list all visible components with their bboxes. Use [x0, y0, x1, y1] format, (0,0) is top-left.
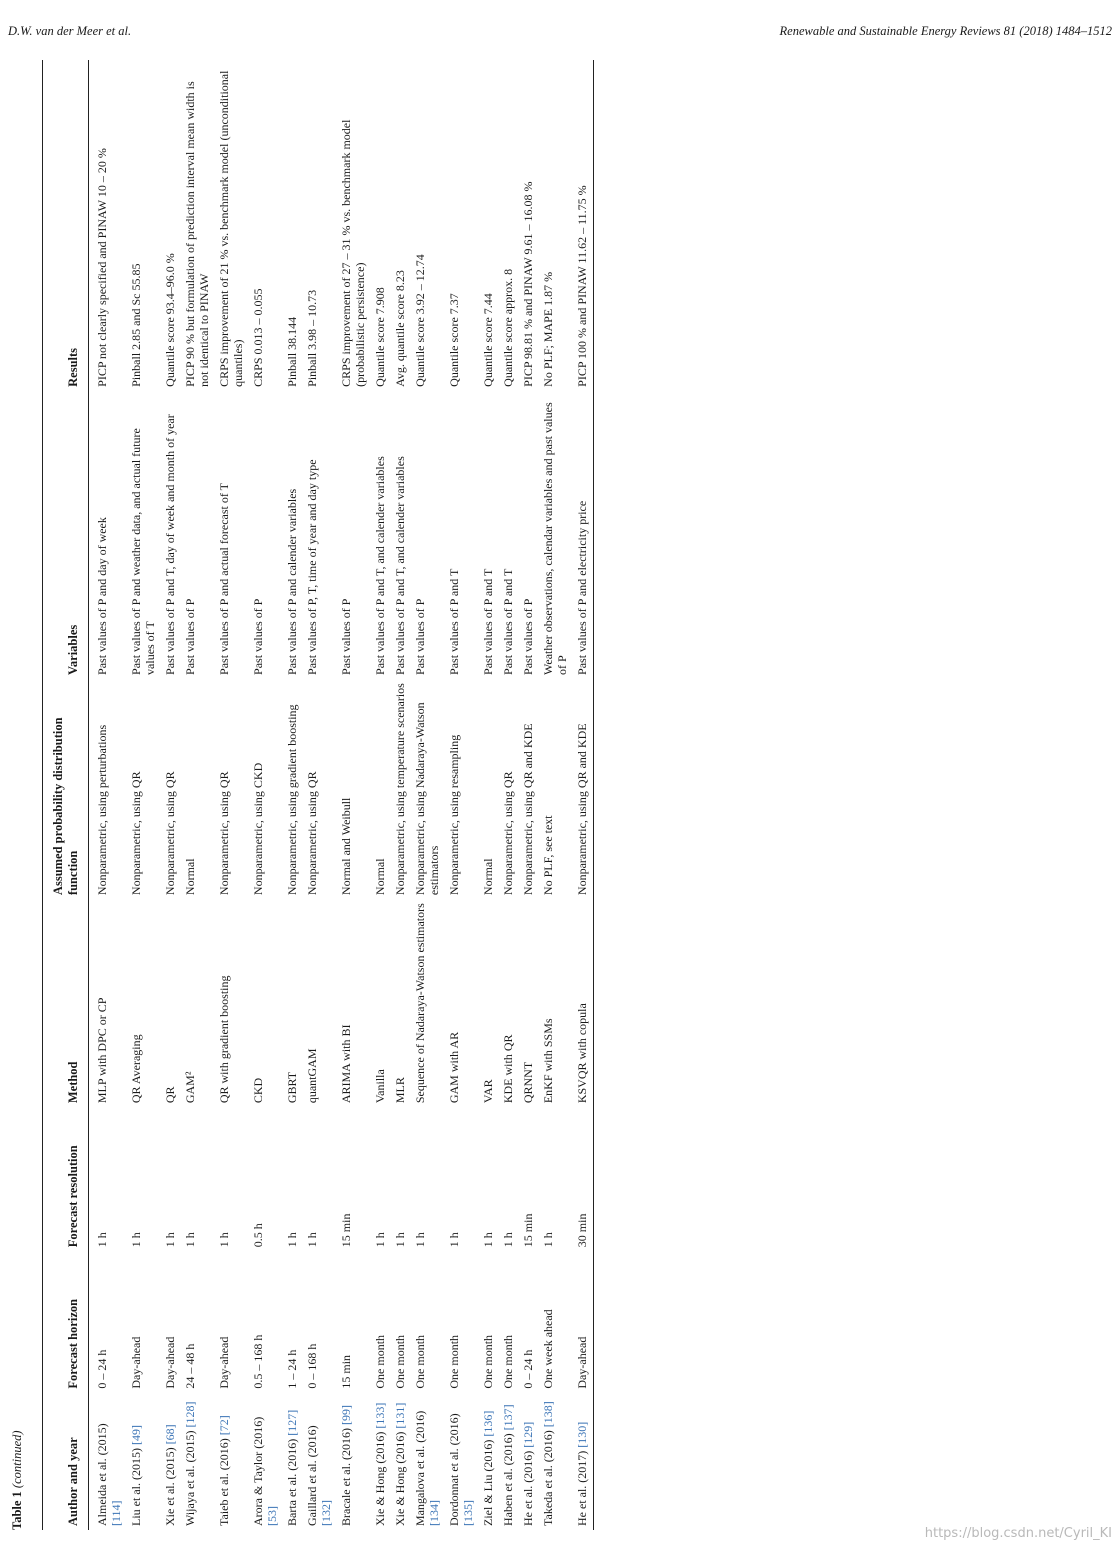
- cell-resolution: 1 h: [447, 1232, 461, 1248]
- table-row: [283, 60, 303, 1530]
- cell-horizon: Day-ahead: [575, 1336, 589, 1389]
- watermark: https://blog.csdn.net/Cyril_KI: [924, 1526, 1112, 1541]
- reference-link[interactable]: [128]: [183, 1401, 197, 1428]
- cell-author: [573, 1393, 594, 1530]
- cell-distribution: No PLF, see text: [541, 815, 555, 896]
- cell-results: Pinball 3.98 – 10.73: [305, 289, 319, 387]
- cell-results: No PLF; MAPE 1.87 %: [541, 271, 555, 387]
- cell-variables: Past values of P: [521, 598, 535, 675]
- reference-link[interactable]: [99]: [339, 1405, 353, 1426]
- cell-variables: Past values of P and weather data, and actual future values of T: [129, 428, 157, 675]
- cell-distribution: Nonparametric, using QR: [501, 771, 515, 896]
- cell-author: [479, 1393, 499, 1530]
- author-text: Liu et al. (2015): [129, 1448, 143, 1526]
- cell-author: [519, 1393, 539, 1530]
- author-text: Wijaya et al. (2015): [183, 1430, 197, 1526]
- cell-horizon: One month: [447, 1334, 461, 1389]
- cell-distribution: Nonparametric, using CKD: [251, 762, 265, 896]
- cell-horizon: 0 – 24 h: [521, 1349, 535, 1389]
- cell-method: Sequence of Nadaraya-Watson estimators: [413, 903, 427, 1104]
- cell-horizon: Day-ahead: [217, 1336, 231, 1389]
- cell-variables: Past values of P and actual forecast of T: [217, 483, 231, 675]
- cell-variables: Past values of P and calender variables: [285, 488, 299, 675]
- table-row: [161, 60, 181, 1530]
- cell-method: KDE with QR: [501, 1034, 515, 1104]
- cell-variables: Past values of P and electricity price: [575, 500, 589, 675]
- reference-link[interactable]: [131]: [393, 1402, 407, 1429]
- cell-variables: Past values of P and T: [481, 568, 495, 675]
- cell-distribution: Nonparametric, using Nadaraya-Watson estimators: [413, 702, 441, 896]
- table-body: [89, 60, 594, 1530]
- cell-distribution: Normal: [373, 858, 387, 896]
- cell-variables: Past values of P: [413, 598, 427, 675]
- cell-variables: Past values of P and T, and calender variables: [373, 456, 387, 675]
- cell-horizon: 0 – 24 h: [95, 1349, 109, 1389]
- cell-results: CRPS improvement of 21 % vs. benchmark model (unconditional quantiles): [217, 70, 245, 387]
- table-row: [303, 60, 337, 1530]
- reference-link[interactable]: [133]: [373, 1402, 387, 1429]
- cell-method: QRNNT: [521, 1061, 535, 1104]
- reference-link[interactable]: [129]: [521, 1421, 535, 1448]
- reference-link[interactable]: [136]: [481, 1410, 495, 1437]
- cell-results: Pinball 2.85 and Sc 55.85: [129, 263, 143, 387]
- table-row: [391, 60, 411, 1530]
- column-header: Results: [66, 347, 80, 387]
- cell-horizon: Day-ahead: [163, 1336, 177, 1389]
- cell-variables: Past values of P and T: [501, 568, 515, 675]
- cell-method: QR with gradient boosting: [217, 975, 231, 1104]
- cell-resolution: 15 min: [521, 1213, 535, 1248]
- cell-results: CRPS 0.013 – 0.055: [251, 288, 265, 387]
- table-row: [411, 60, 445, 1530]
- reference-link[interactable]: [130]: [575, 1421, 589, 1448]
- cell-horizon: One month: [393, 1334, 407, 1389]
- cell-method: GBRT: [285, 1071, 299, 1104]
- cell-horizon: 0.5 – 168 h: [251, 1334, 265, 1389]
- cell-distribution: Nonparametric, using QR and KDE: [521, 723, 535, 896]
- cell-variables: Past values of P, T, time of year and day type: [305, 459, 319, 675]
- table-row: [573, 60, 594, 1530]
- author-text: Arora & Taylor (2016): [251, 1416, 265, 1526]
- cell-distribution: Nonparametric, using QR: [129, 771, 143, 896]
- cell-horizon: One month: [413, 1334, 427, 1389]
- column-header: Assumed probability distribution function: [51, 717, 80, 896]
- table-header: [43, 60, 89, 1530]
- cell-method: GAM with AR: [447, 1031, 461, 1104]
- cell-method: MLR: [393, 1077, 407, 1104]
- cell-resolution: 1 h: [501, 1232, 515, 1248]
- table-row: [445, 60, 479, 1530]
- cell-variables: Past values of P and T, day of week and month of year: [163, 414, 177, 675]
- cell-results: PICP 90 % but formulation of prediction interval mean width is not identical to PINAW: [183, 81, 211, 387]
- cell-resolution: 1 h: [217, 1232, 231, 1248]
- table-row: [215, 60, 249, 1530]
- cell-author: [539, 1393, 573, 1530]
- cell-distribution: Nonparametric, using gradient boosting: [285, 704, 299, 896]
- cell-resolution: 1 h: [393, 1232, 407, 1248]
- author-text: Dordonnat et al. (2016): [447, 1413, 461, 1526]
- cell-results: Quantile score 7.37: [447, 293, 461, 387]
- cell-resolution: 1 h: [285, 1232, 299, 1248]
- cell-author: [303, 1393, 337, 1530]
- reference-link[interactable]: [135]: [461, 1500, 475, 1526]
- cell-author: [391, 1393, 411, 1530]
- author-text: He et al. (2017): [575, 1450, 589, 1526]
- table-row: [479, 60, 499, 1530]
- running-header-journal: Renewable and Sustainable Energy Reviews 81 (2018) 1484–1512: [779, 24, 1112, 38]
- author-text: Bracale et al. (2016): [339, 1428, 353, 1526]
- author-text: Ziel & Liu (2016): [481, 1439, 495, 1526]
- cell-method: EnKF with SSMs: [541, 1018, 555, 1104]
- table-row: [519, 60, 539, 1530]
- cell-method: ARIMA with BI: [339, 1024, 353, 1104]
- cell-horizon: One week ahead: [541, 1309, 555, 1389]
- cell-results: PICP 100 % and PINAW 11.62 – 11.75 %: [575, 185, 589, 387]
- cell-distribution: Normal: [481, 858, 495, 896]
- cell-results: Quantile score 3.92 – 12.74: [413, 254, 427, 387]
- cell-variables: Past values of P and day of week: [95, 517, 109, 675]
- cell-author: [181, 1393, 215, 1530]
- cell-author: [445, 1393, 479, 1530]
- reference-link[interactable]: [132]: [319, 1500, 333, 1526]
- cell-resolution: 1 h: [481, 1232, 495, 1248]
- table-row: [249, 60, 283, 1530]
- table-note: (continued): [10, 1430, 24, 1489]
- cell-results: Quantile score 93.4–96.0 %: [163, 253, 177, 387]
- cell-horizon: One month: [481, 1334, 495, 1389]
- column-header: Author and year: [66, 1437, 80, 1526]
- cell-horizon: One month: [373, 1334, 387, 1389]
- reference-link[interactable]: [138]: [541, 1401, 555, 1428]
- cell-method: MLP with DPC or CP: [95, 997, 109, 1104]
- cell-results: Quantile score 7.44: [481, 293, 495, 387]
- author-text: Gaillard et al. (2016): [305, 1425, 319, 1526]
- reference-link[interactable]: [137]: [501, 1404, 515, 1431]
- cell-horizon: 24 – 48 h: [183, 1343, 197, 1389]
- cell-distribution: Nonparametric, using QR: [305, 771, 319, 896]
- cell-results: Avg. quantile score 8.23: [393, 270, 407, 387]
- cell-author: [499, 1393, 519, 1530]
- reference-link[interactable]: [114]: [109, 1500, 123, 1526]
- cell-author: [127, 1393, 161, 1530]
- cell-variables: Past values of P and T, and calender variables: [393, 456, 407, 675]
- author-text: Almeida et al. (2015): [95, 1423, 109, 1526]
- cell-author: [337, 1393, 371, 1530]
- cell-author: [411, 1393, 445, 1530]
- cell-distribution: Normal and Weibull: [339, 797, 353, 896]
- table-row: [89, 60, 128, 1530]
- table-row: [499, 60, 519, 1530]
- cell-author: [215, 1393, 249, 1530]
- cell-method: KSVQR with copula: [575, 1003, 589, 1104]
- author-text: Barta et al. (2016): [285, 1438, 299, 1526]
- reference-link[interactable]: [134]: [427, 1500, 441, 1526]
- author-text: Haben et al. (2016): [501, 1433, 515, 1526]
- cell-method: CKD: [251, 1077, 265, 1104]
- cell-author: [371, 1393, 391, 1530]
- table-row: [371, 60, 391, 1530]
- cell-horizon: 0 – 168 h: [305, 1343, 319, 1389]
- cell-method: Vanilla: [373, 1069, 387, 1104]
- cell-method: QR Averaging: [129, 1034, 143, 1104]
- cell-method: quantGAM: [305, 1048, 319, 1104]
- cell-resolution: 1 h: [305, 1232, 319, 1248]
- rotated-table-area: [10, 60, 840, 1530]
- column-header: Forecast resolution: [66, 1145, 80, 1248]
- cell-distribution: Nonparametric, using perturbations: [95, 724, 109, 896]
- cell-horizon: One month: [501, 1334, 515, 1389]
- cell-distribution: Nonparametric, using QR: [163, 771, 177, 896]
- cell-results: Quantile score approx. 8: [501, 268, 515, 387]
- cell-distribution: Nonparametric, using resampling: [447, 734, 461, 896]
- table-row: [337, 60, 371, 1530]
- author-text: Xie & Hong (2016): [393, 1431, 407, 1526]
- author-text: Xie et al. (2015): [163, 1447, 177, 1526]
- reference-link[interactable]: [49]: [129, 1425, 143, 1446]
- cell-method: GAM²: [183, 1071, 197, 1104]
- cell-horizon: 1 – 24 h: [285, 1349, 299, 1389]
- column-header: Method: [66, 1061, 80, 1104]
- cell-author: [283, 1393, 303, 1530]
- table-caption: [10, 1430, 25, 1530]
- cell-results: Quantile score 7.908: [373, 287, 387, 387]
- cell-horizon: 15 min: [339, 1354, 353, 1389]
- cell-distribution: Nonparametric, using QR: [217, 771, 231, 896]
- cell-distribution: Nonparametric, using temperature scenarios: [393, 683, 407, 896]
- comparison-table: [42, 60, 594, 1530]
- cell-horizon: Day-ahead: [129, 1336, 143, 1389]
- cell-author: [161, 1393, 181, 1530]
- cell-resolution: 30 min: [575, 1213, 589, 1248]
- cell-variables: Past values of P: [339, 598, 353, 675]
- cell-author: [89, 1393, 128, 1530]
- cell-resolution: 1 h: [163, 1232, 177, 1248]
- cell-resolution: 15 min: [339, 1213, 353, 1248]
- table-label: Table 1: [10, 1491, 24, 1530]
- cell-resolution: 0.5 h: [251, 1223, 265, 1248]
- author-text: Takeda et al. (2016): [541, 1430, 555, 1526]
- cell-variables: Past values of P: [251, 598, 265, 675]
- cell-resolution: 1 h: [95, 1232, 109, 1248]
- cell-method: VAR: [481, 1079, 495, 1104]
- cell-distribution: Nonparametric, using QR and KDE: [575, 723, 589, 896]
- cell-variables: Weather observations, calendar variables and past values of P: [541, 402, 569, 675]
- table-row: [181, 60, 215, 1530]
- column-header: Forecast horizon: [66, 1298, 80, 1389]
- reference-link[interactable]: [53]: [265, 1506, 279, 1526]
- cell-resolution: 1 h: [541, 1232, 555, 1248]
- cell-results: PICP not clearly specified and PINAW 10 – 20 %: [95, 148, 109, 387]
- running-header-authors: D.W. van der Meer et al.: [8, 24, 132, 38]
- author-text: Xie & Hong (2016): [373, 1431, 387, 1526]
- table-row: [127, 60, 161, 1530]
- author-text: Taieb et al. (2016): [217, 1438, 231, 1526]
- cell-resolution: 1 h: [183, 1232, 197, 1248]
- reference-link[interactable]: [72]: [217, 1415, 231, 1436]
- reference-link[interactable]: [68]: [163, 1424, 177, 1445]
- cell-variables: Past values of P and T: [447, 568, 461, 675]
- cell-method: QR: [163, 1086, 177, 1104]
- reference-link[interactable]: [127]: [285, 1409, 299, 1436]
- cell-results: PICP 98.81 % and PINAW 9.61 – 16.08 %: [521, 181, 535, 387]
- cell-resolution: 1 h: [129, 1232, 143, 1248]
- cell-resolution: 1 h: [373, 1232, 387, 1248]
- cell-author: [249, 1393, 283, 1530]
- author-text: He et al. (2016): [521, 1450, 535, 1526]
- column-header: Variables: [66, 624, 80, 675]
- cell-results: CRPS improvement of 27 – 31 % vs. benchmark model (probabilistic persistence): [339, 119, 367, 387]
- cell-variables: Past values of P: [183, 598, 197, 675]
- cell-results: Pinball 38.144: [285, 316, 299, 387]
- author-text: Mangalova et al. (2016): [413, 1410, 427, 1526]
- table-row: [539, 60, 573, 1530]
- cell-resolution: 1 h: [413, 1232, 427, 1248]
- cell-distribution: Normal: [183, 858, 197, 896]
